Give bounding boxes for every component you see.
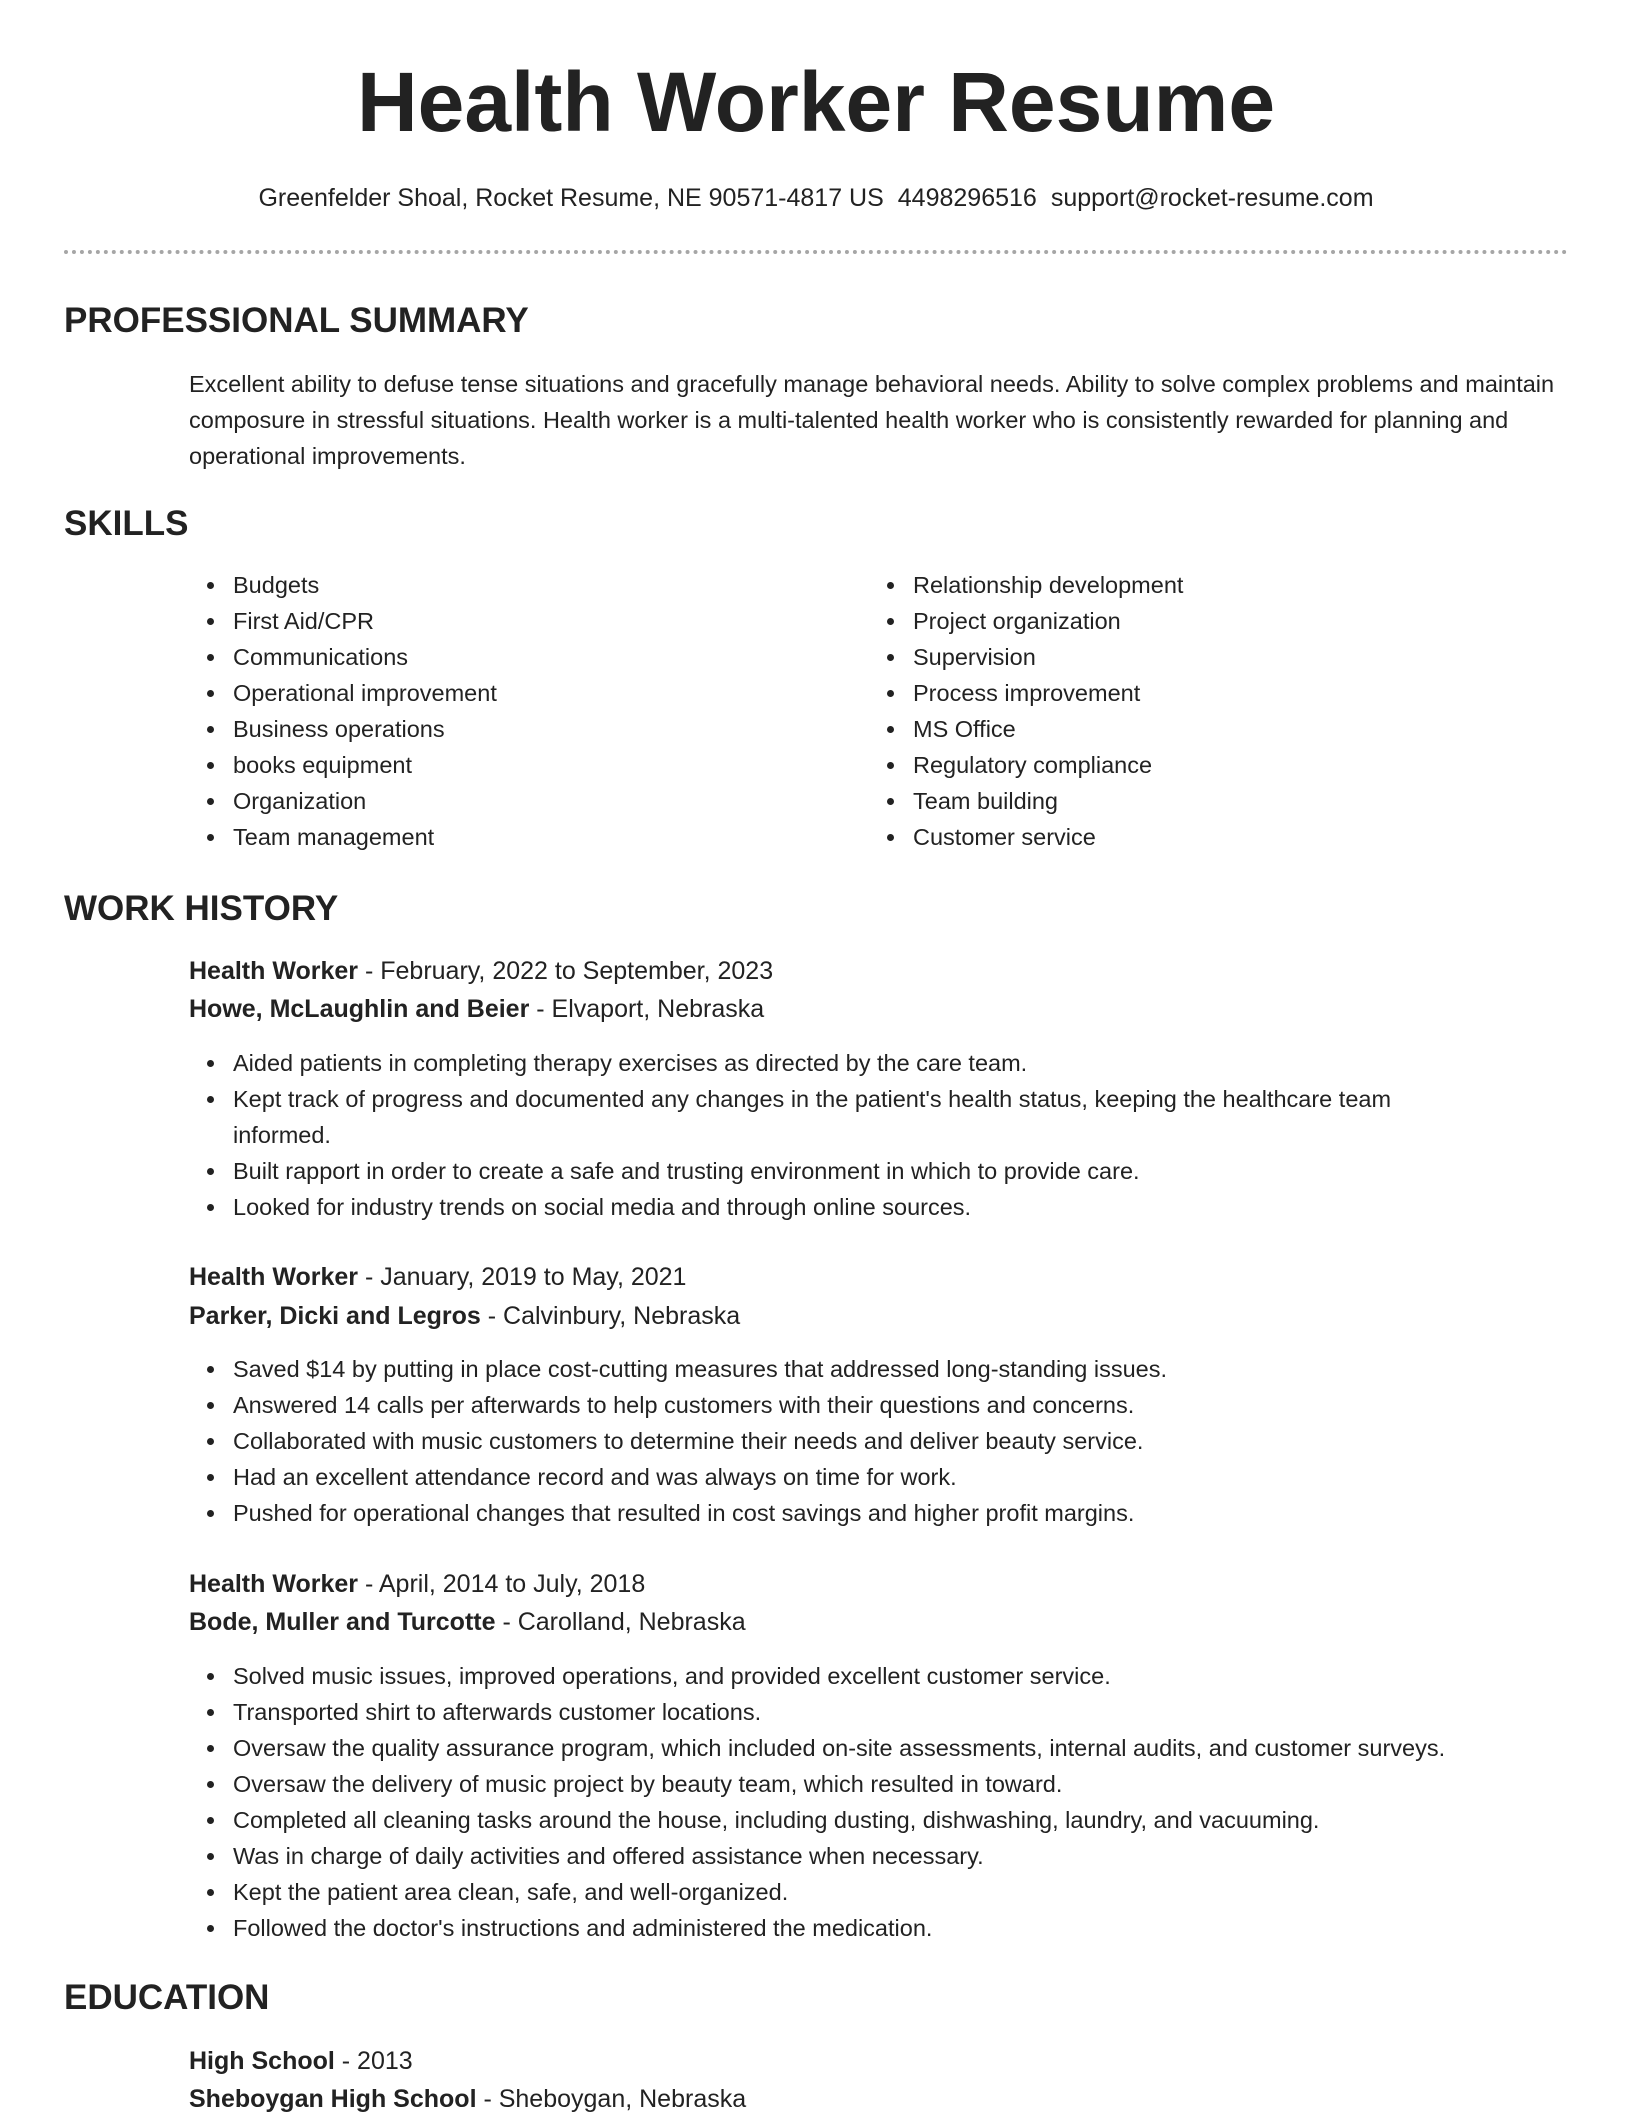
- skill-item: Organization: [189, 783, 829, 819]
- skill-item: Business operations: [189, 711, 829, 747]
- skill-item: Budgets: [189, 567, 829, 603]
- list-item: Kept the patient area clean, safe, and well-organized.: [189, 1874, 1589, 1910]
- list-item: Oversaw the quality assurance program, which included on-site assessments, internal audits, and customer surveys.: [189, 1730, 1589, 1766]
- skill-item: Team building: [869, 783, 1549, 819]
- skill-item: First Aid/CPR: [189, 603, 829, 639]
- job-title-line: [189, 1566, 645, 1602]
- education-heading: EDUCATION: [64, 1978, 270, 2017]
- job-location: - Elvaport, Nebraska: [529, 995, 765, 1023]
- skill-item: Regulatory compliance: [869, 747, 1549, 783]
- list-item: Aided patients in completing therapy exercises as directed by the care team.: [189, 1045, 1489, 1081]
- list-item: Had an excellent attendance record and was always on time for work.: [189, 1459, 1569, 1495]
- header-divider: [64, 250, 1568, 254]
- education-degree: High School: [189, 2047, 335, 2075]
- job-dates: - April, 2014 to July, 2018: [358, 1570, 646, 1598]
- job-company-line: [189, 1604, 746, 1640]
- education-degree-line: [189, 2043, 413, 2079]
- education-location: - Sheboygan, Nebraska: [476, 2085, 747, 2112]
- education-school: Sheboygan High School: [189, 2085, 477, 2112]
- job-location: - Carolland, Nebraska: [495, 1608, 746, 1636]
- job-dates: - February, 2022 to September, 2023: [358, 957, 774, 985]
- job-title: Health Worker: [189, 1570, 359, 1598]
- job-title: Health Worker: [189, 1263, 359, 1291]
- skill-item: MS Office: [869, 711, 1549, 747]
- education-school-line: [189, 2081, 746, 2112]
- skills-list-left: [189, 567, 829, 855]
- list-item: Collaborated with music customers to determine their needs and deliver beauty service.: [189, 1423, 1569, 1459]
- list-item: Completed all cleaning tasks around the house, including dusting, dishwashing, laundry, and vacuuming.: [189, 1802, 1589, 1838]
- contact-line: [0, 180, 1632, 216]
- skill-item: Team management: [189, 819, 829, 855]
- skill-item: Project organization: [869, 603, 1549, 639]
- list-item: Transported shirt to afterwards customer locations.: [189, 1694, 1589, 1730]
- contact-address: Greenfelder Shoal, Rocket Resume, NE 90571-4817 US: [258, 184, 884, 212]
- skill-item: Operational improvement: [189, 675, 829, 711]
- job-location: - Calvinbury, Nebraska: [480, 1302, 741, 1330]
- contact-email: support@rocket-resume.com: [1050, 184, 1374, 212]
- skills-list-right: [869, 567, 1549, 855]
- list-item: Saved $14 by putting in place cost-cutting measures that addressed long-standing issues.: [189, 1351, 1569, 1387]
- education-year: - 2013: [334, 2047, 413, 2075]
- list-item: Looked for industry trends on social media and through online sources.: [189, 1189, 1489, 1225]
- job-company-line: [189, 1298, 740, 1334]
- skills-heading: SKILLS: [64, 504, 189, 543]
- summary-heading: PROFESSIONAL SUMMARY: [64, 301, 529, 340]
- job-title-line: [189, 1259, 686, 1295]
- list-item: Oversaw the delivery of music project by beauty team, which resulted in toward.: [189, 1766, 1589, 1802]
- contact-phone: 4498296516: [897, 184, 1037, 212]
- job-bullets: [189, 1658, 1589, 1946]
- summary-text: Excellent ability to defuse tense situations and gracefully manage behavioral needs. Ability to solve complex problems and maintain composure in stressful situations. Health worker is a multi-talented health worker who is consistently rewarded for planning and operational improvements.: [189, 371, 1555, 469]
- page-title: Health Worker Resume: [356, 55, 1276, 149]
- skill-item: Customer service: [869, 819, 1549, 855]
- job-bullets: [189, 1351, 1569, 1531]
- job-company: Bode, Muller and Turcotte: [189, 1608, 496, 1636]
- list-item: Pushed for operational changes that resulted in cost savings and higher profit margins.: [189, 1495, 1569, 1531]
- list-item: Built rapport in order to create a safe and trusting environment in which to provide care.: [189, 1153, 1489, 1189]
- list-item: Followed the doctor's instructions and administered the medication.: [189, 1910, 1589, 1946]
- list-item: Was in charge of daily activities and offered assistance when necessary.: [189, 1838, 1589, 1874]
- job-company: Parker, Dicki and Legros: [189, 1302, 481, 1330]
- list-item: Solved music issues, improved operations, and provided excellent customer service.: [189, 1658, 1589, 1694]
- job-company-line: [189, 991, 764, 1027]
- job-title-line: [189, 953, 773, 989]
- job-bullets: [189, 1045, 1489, 1225]
- skill-item: books equipment: [189, 747, 829, 783]
- job-company: Howe, McLaughlin and Beier: [189, 995, 530, 1023]
- skill-item: Communications: [189, 639, 829, 675]
- list-item: Kept track of progress and documented any changes in the patient's health status, keeping the healthcare team informed.: [189, 1081, 1489, 1153]
- list-item: Answered 14 calls per afterwards to help customers with their questions and concerns.: [189, 1387, 1569, 1423]
- skill-item: Relationship development: [869, 567, 1549, 603]
- work-history-heading: WORK HISTORY: [64, 889, 339, 928]
- skill-item: Process improvement: [869, 675, 1549, 711]
- skill-item: Supervision: [869, 639, 1549, 675]
- job-dates: - January, 2019 to May, 2021: [358, 1263, 687, 1291]
- job-title: Health Worker: [189, 957, 359, 985]
